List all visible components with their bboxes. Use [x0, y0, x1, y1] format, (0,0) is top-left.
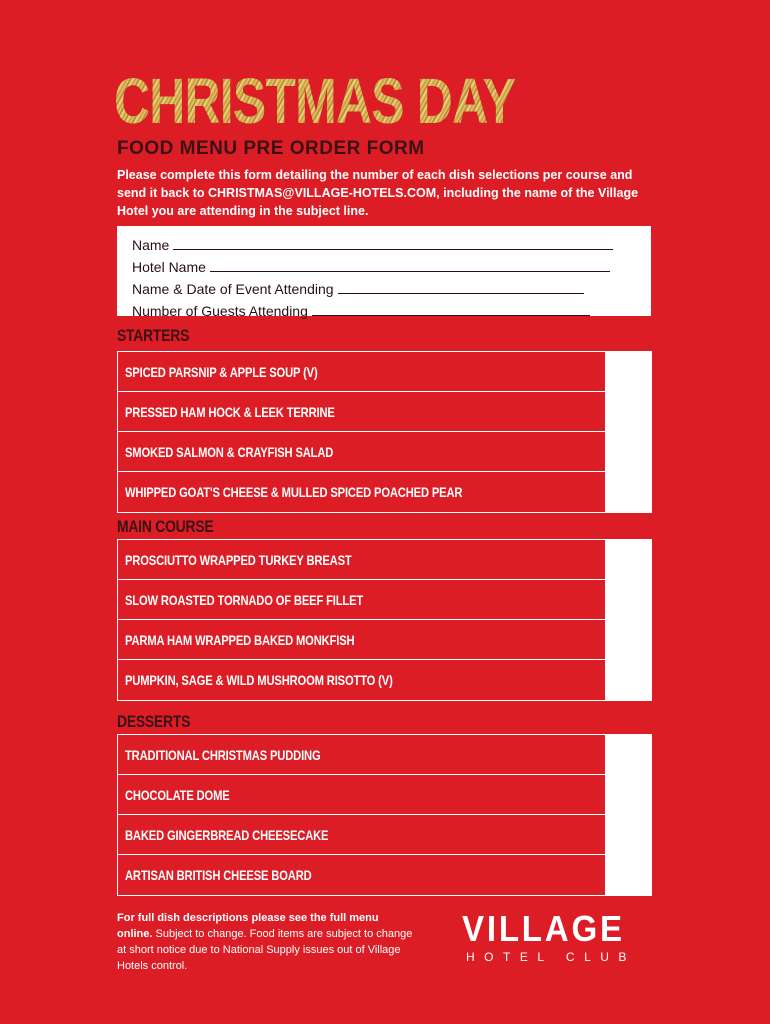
- hotel-label: Hotel Name: [132, 259, 206, 275]
- table-row: [118, 660, 651, 700]
- guests-field[interactable]: [312, 302, 590, 316]
- table-row: [118, 352, 651, 392]
- starters-table: [117, 351, 652, 513]
- table-row: [118, 735, 651, 775]
- starters-heading: STARTERS: [117, 326, 190, 345]
- main-course-heading: MAIN COURSE: [117, 517, 214, 536]
- village-hotel-logo: [462, 908, 657, 968]
- table-row: [118, 620, 651, 660]
- table-row: [118, 775, 651, 815]
- quantity-box[interactable]: [605, 352, 651, 391]
- quantity-box[interactable]: [605, 472, 651, 512]
- table-row: [118, 392, 651, 432]
- quantity-box[interactable]: [605, 735, 651, 774]
- quantity-box[interactable]: [605, 392, 651, 431]
- quantity-box[interactable]: [605, 432, 651, 471]
- table-row: [118, 472, 651, 512]
- quantity-box[interactable]: [605, 620, 651, 659]
- table-row: [118, 540, 651, 580]
- desserts-heading: DESSERTS: [117, 712, 191, 731]
- table-row: [118, 815, 651, 855]
- footer-note-rest: Subject to change. Food items are subject to change at short notice due to National Supply issues out of Village Hotels control.: [117, 928, 413, 972]
- form-subtitle: FOOD MENU PRE ORDER FORM: [117, 138, 425, 159]
- dish-name: PUMPKIN, SAGE & WILD MUSHROOM RISOTTO (V): [125, 672, 393, 688]
- event-row: [132, 275, 651, 297]
- table-row: [118, 432, 651, 472]
- table-row: [118, 580, 651, 620]
- name-field[interactable]: [173, 236, 613, 250]
- name-label: Name: [132, 237, 170, 253]
- quantity-box[interactable]: [605, 855, 651, 895]
- quantity-box[interactable]: [605, 540, 651, 579]
- hotel-field[interactable]: [210, 258, 610, 272]
- dish-name: TRADITIONAL CHRISTMAS PUDDING: [125, 746, 321, 763]
- dish-name: SLOW ROASTED TORNADO OF BEEF FILLET: [125, 591, 364, 608]
- dish-name: PARMA HAM WRAPPED BAKED MONKFISH: [125, 631, 355, 648]
- desserts-table: [117, 734, 652, 896]
- guest-details-box: [117, 226, 651, 319]
- dish-name: BAKED GINGERBREAD CHEESECAKE: [125, 826, 329, 843]
- logo-wordmark: VILLAGE: [462, 908, 625, 949]
- dish-name: WHIPPED GOAT'S CHEESE & MULLED SPICED POACHED PEAR: [125, 484, 463, 500]
- logo-subtitle: HOTEL CLUB: [466, 950, 636, 964]
- dish-name: SMOKED SALMON & CRAYFISH SALAD: [125, 443, 334, 460]
- name-row: [132, 231, 651, 253]
- dish-name: PRESSED HAM HOCK & LEEK TERRINE: [125, 403, 335, 420]
- dish-name: ARTISAN BRITISH CHEESE BOARD: [125, 867, 312, 883]
- guests-label: Number of Guests Attending: [132, 303, 308, 319]
- page-title: CHRISTMAS DAY: [114, 65, 516, 137]
- event-label: Name & Date of Event Attending: [132, 281, 334, 297]
- footer-note-bold: For full dish descriptions please see the full menu online.: [117, 912, 379, 940]
- dish-name: PROSCIUTTO WRAPPED TURKEY BREAST: [125, 551, 352, 568]
- quantity-box[interactable]: [605, 775, 651, 814]
- main-course-table: [117, 539, 652, 701]
- dish-name: CHOCOLATE DOME: [125, 786, 230, 803]
- quantity-box[interactable]: [605, 660, 651, 700]
- footer-note: [117, 910, 417, 974]
- hotel-row: [132, 253, 651, 275]
- quantity-box[interactable]: [605, 815, 651, 854]
- quantity-box[interactable]: [605, 580, 651, 619]
- event-field[interactable]: [338, 280, 584, 294]
- table-row: [118, 855, 651, 895]
- guests-row: [132, 297, 651, 319]
- intro-text: Please complete this form detailing the number of each dish selections per course and send it back to CHRISTMAS@VILLAGE-HOTELS.COM, including the name of the Village Hotel you are attending in the subject line.: [117, 168, 639, 218]
- dish-name: SPICED PARSNIP & APPLE SOUP (V): [125, 363, 318, 380]
